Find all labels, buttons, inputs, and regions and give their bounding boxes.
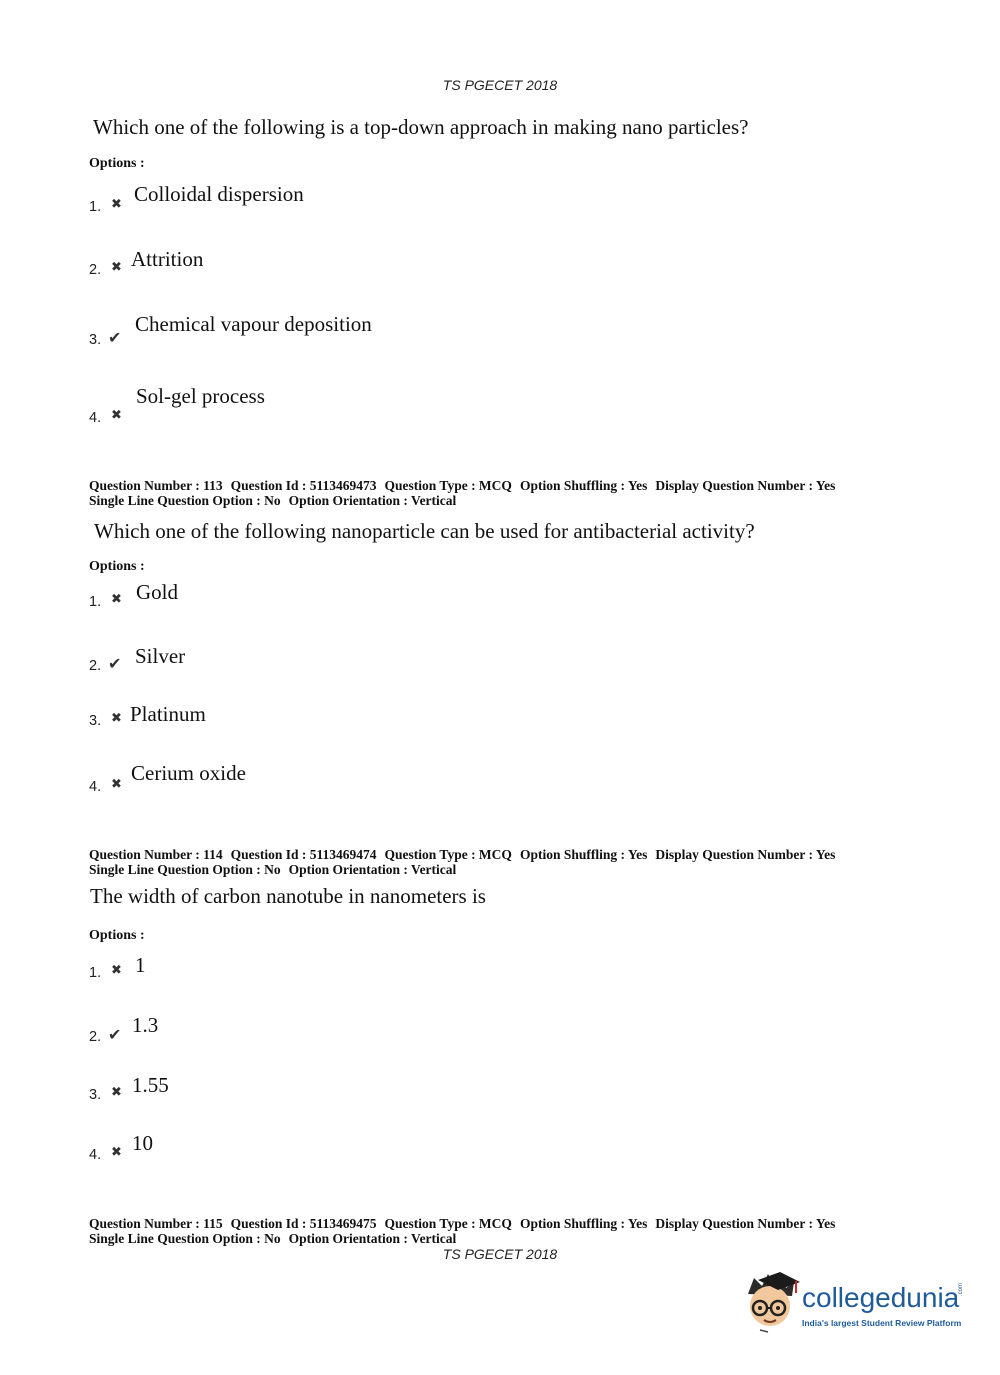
option-text: Sol-gel process: [136, 384, 265, 408]
question-meta-line-1: Question Number : 113 Question Id : 5113469473 Question Type : MCQ Option Shuffling : Yes Display Question Number : Yes: [89, 478, 836, 493]
options-label: Options :: [89, 928, 145, 943]
option-number: 1.: [89, 965, 102, 981]
wrong-mark-icon: ✖: [111, 710, 122, 725]
option-number: 4.: [89, 779, 102, 795]
logo-com: .com: [958, 1282, 964, 1296]
option-number: 2.: [89, 658, 102, 674]
wrong-mark-icon: ✖: [111, 259, 122, 274]
options-label: Options :: [89, 156, 145, 171]
option-number: 2.: [89, 262, 102, 278]
correct-check-icon: ✔: [108, 656, 122, 673]
wrong-mark-icon: ✖: [111, 1084, 122, 1099]
wrong-mark-icon: ✖: [111, 407, 122, 422]
option-text: 1: [135, 953, 146, 977]
page-header-title: TS PGECET 2018: [442, 77, 558, 93]
option-text: Colloidal dispersion: [134, 182, 304, 206]
question-meta-line-2: Single Line Question Option : No Option Orientation : Vertical: [89, 1231, 457, 1246]
question-meta-line-1: Question Number : 115 Question Id : 5113469475 Question Type : MCQ Option Shuffling : Yes Display Question Number : Yes: [89, 1216, 836, 1231]
question-meta: [89, 847, 843, 877]
option-text: 1.55: [132, 1073, 169, 1097]
collegedunia-logo: [740, 1268, 980, 1338]
option-number: 1.: [89, 594, 102, 610]
question-text: Which one of the following is a top-down approach in making nano particles?: [93, 115, 749, 139]
question-meta: [89, 478, 843, 508]
wrong-mark-icon: ✖: [111, 591, 122, 606]
option-text: Silver: [135, 644, 186, 668]
correct-check-icon: ✔: [108, 330, 122, 347]
option-number: 3.: [89, 713, 102, 729]
option-number: 3.: [89, 332, 102, 348]
correct-check-icon: ✔: [108, 1027, 122, 1044]
page-footer-title: TS PGECET 2018: [442, 1246, 558, 1262]
option-text: Attrition: [131, 247, 204, 271]
logo-tagline: India's largest Student Review Platform: [802, 1318, 962, 1328]
question-meta-line-2: Single Line Question Option : No Option Orientation : Vertical: [89, 862, 457, 877]
option-number: 4.: [89, 1147, 102, 1163]
option-text: Chemical vapour deposition: [135, 312, 372, 336]
option-number: 1.: [89, 199, 102, 215]
wrong-mark-icon: ✖: [111, 1144, 122, 1159]
option-text: Platinum: [130, 702, 206, 726]
option-text: Gold: [136, 580, 178, 604]
option-number: 2.: [89, 1029, 102, 1045]
options-label: Options :: [89, 559, 145, 574]
question-meta: [89, 1216, 843, 1246]
question-meta-line-2: Single Line Question Option : No Option Orientation : Vertical: [89, 493, 457, 508]
wrong-mark-icon: ✖: [111, 776, 122, 791]
option-text: 1.3: [132, 1013, 159, 1037]
question-meta-line-1: Question Number : 114 Question Id : 5113469474 Question Type : MCQ Option Shuffling : Yes Display Question Number : Yes: [89, 847, 836, 862]
wrong-mark-icon: ✖: [111, 962, 122, 977]
option-text: Cerium oxide: [131, 761, 246, 785]
question-text: Which one of the following nanoparticle can be used for antibacterial activity?: [94, 519, 755, 543]
option-number: 4.: [89, 410, 102, 426]
logo-wordmark: collegedunia: [802, 1282, 960, 1313]
mascot-icon: [740, 1268, 802, 1336]
wrong-mark-icon: ✖: [111, 196, 122, 211]
option-number: 3.: [89, 1087, 102, 1103]
question-text: The width of carbon nanotube in nanometers is: [90, 884, 486, 908]
option-text: 10: [132, 1131, 153, 1155]
